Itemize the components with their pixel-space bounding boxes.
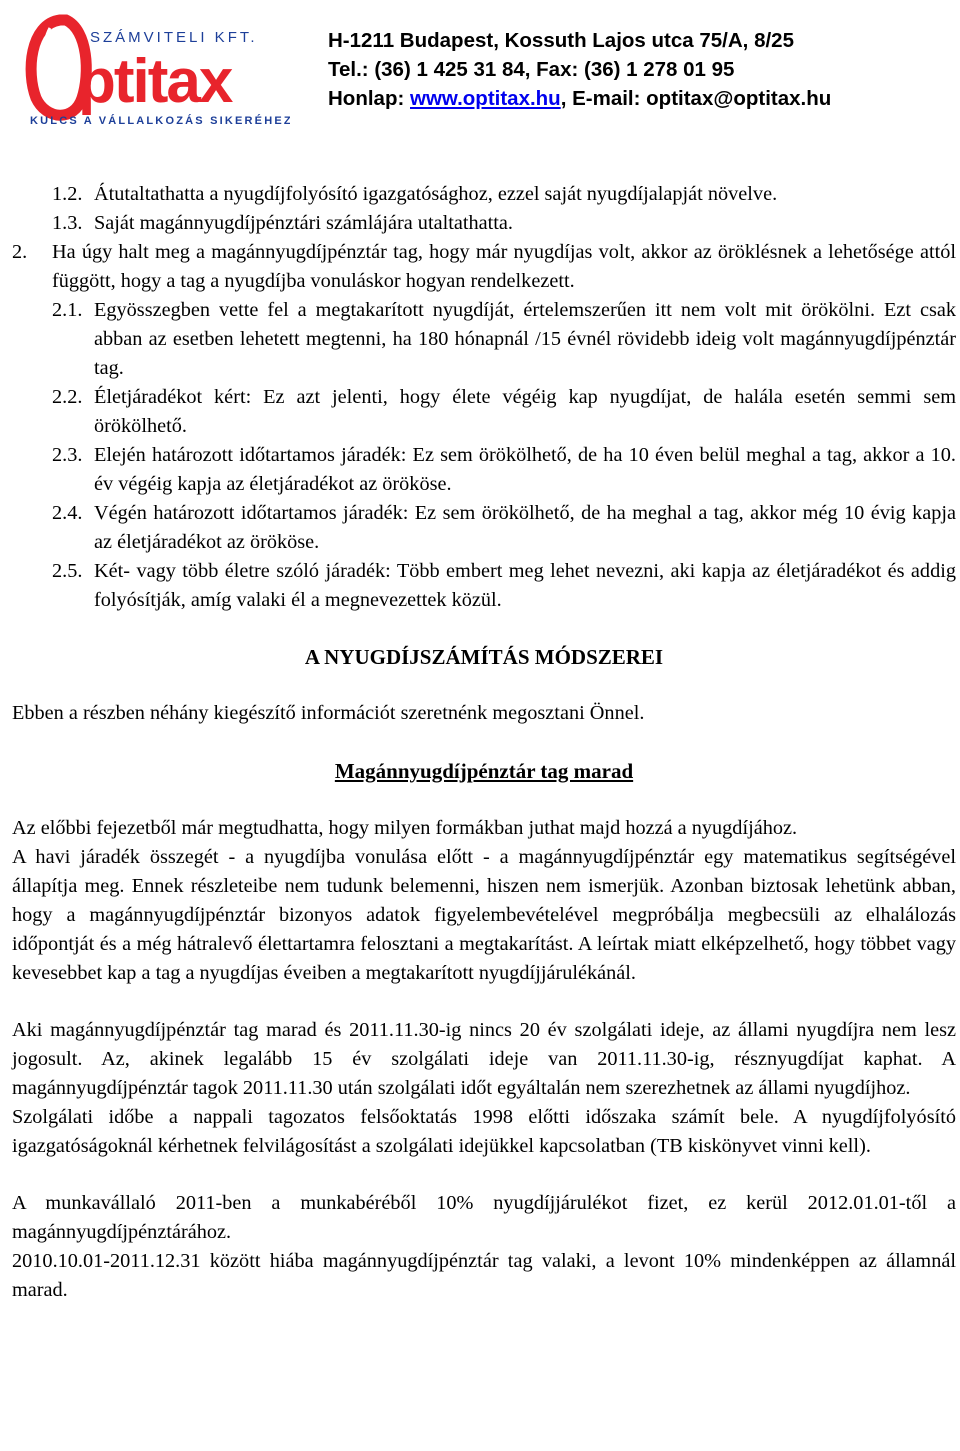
document-body [12,180,956,1305]
list-item: 1.3. Saját magánnyugdíjpénztári számlájára utaltathatta. [52,212,513,234]
contact-block [328,26,831,113]
paragraph: Az előbbi fejezetből már megtudhatta, hogy milyen formákban juthat majd hozzá a nyugdíjához. [12,817,798,839]
section-intro: Ebben a részben néhány kiegészítő információt szeretnénk megosztani Önnel. [12,702,645,724]
paragraph: 2010.10.01-2011.12.31 között hiába magánnyugdíjpénztár tag valaki, a levont 10% mindenképpen az államnál marad. [12,1250,956,1301]
list-item: 2.4. Végén határozott időtartamos járadék: Ez sem örökölhető, de ha meghal a tag, akkor még 10 évig kapja az életjáradékot az örököse. [52,502,956,553]
list-item: 2.5. Két- vagy több életre szóló járadék: Több embert meg lehet nevezni, aki kapja az életjáradékot és addig folyósítják, amíg valaki él a megnevezettek közül. [52,560,956,611]
paragraph: A havi járadék összegét - a nyugdíjba vonulása előtt - a magánnyugdíjpénztár egy matematikus segítségével állapítja meg. Ennek részleteibe nem tudunk belemenni, hiszen nem ismerjük. Azonban biztosak lehetünk abban, hogy a magánnyugdíjpénztár bizonyos adatok figyelembevételével megpróbálja megbecsüli az elhalálozás időpontját és a még hátralevő élettartamra felosztani a megtakarítást. A leírtak miatt elképzelhető, hogy többet vagy kevesebbet kap a tag a nyugdíjas éveiben a megtakarított nyugdíjjárulékánál. [12,846,956,984]
address: H-1211 Budapest, Kossuth Lajos utca 75/A, 8/25 [328,29,794,52]
logo-brand-top: SZÁMVITELI KFT. [90,29,258,46]
logo-tagline: KULCS A VÁLLALKOZÁS SIKERÉHEZ [30,115,290,127]
phone-fax: Tel.: (36) 1 425 31 84, Fax: (36) 1 278 01 95 [328,58,735,81]
section-title: A NYUGDÍJSZÁMÍTÁS MÓDSZEREI [304,645,664,669]
letterhead [0,0,960,140]
list-item: 2.2. Életjáradékot kért: Ez azt jelenti, hogy élete végéig kap nyugdíjat, de halála esetén semmi sem örökölhető. [52,386,956,437]
optitax-logo [20,2,290,132]
list-item: 1.2. Átutaltathatta a nyugdíjfolyósító igazgatósághoz, ezzel saját nyugdíjalapját növelve. [52,183,778,205]
paragraph: A munkavállaló 2011-ben a munkabéréből 10% nyugdíjjárulékot fizet, ez kerül 2012.01.01-től a magánnyugdíjpénztárához. [12,1192,956,1243]
list-item: 2.3. Elején határozott időtartamos járadék: Ez sem örökölhető, de ha 10 éven belül meghal a tag, akkor a 10. év végéig kapja az életjáradékot az örököse. [52,444,956,495]
list-item: 2. Ha úgy halt meg a magánnyugdíjpénztár tag, hogy már nyugdíjas volt, akkor az öröklésnek a lehetősége attól függött, hogy a tag a nyugdíjba vonuláskor hogyan rendelkezett. [12,241,956,292]
logo-brand-main: ptitax [78,47,232,116]
section-subtitle: Magánnyugdíjpénztár tag marad [334,759,634,783]
web-email: Honlap: www.optitax.hu, E-mail: optitax@optitax.hu [328,87,832,110]
list-item: 2.1. Egyösszegben vette fel a megtakarított nyugdíját, értelemszerűen itt nem volt mit örökölni. Ezt csak abban az esetben lehetett megtenni, ha 180 hónapnál /15 évnél rövidebb ideig volt magánnyugdíjpénztár tag. [52,299,956,379]
website-link[interactable]: www.optitax.hu [410,87,561,110]
paragraph: Aki magánnyugdíjpénztár tag marad és 2011.11.30-ig nincs 20 év szolgálati ideje, az állami nyugdíjra nem lesz jogosult. Az, akinek legalább 15 év szolgálati ideje van 2011.11.30-ig, résznyugdíjat kaphat. A magánnyugdíjpénztár tagok 2011.11.30 után szolgálati időt egyáltalán nem szerezhetnek az állami nyugdíjhoz. [12,1019,956,1099]
paragraph: Szolgálati időbe a nappali tagozatos felsőoktatás 1998 előtti időszaka számít bele. A nyugdíjfolyósító igazgatóságoknál kérhetnek felvilágosítást a szolgálati idejükkel kapcsolatban (TB kiskönyvet vinni kell). [12,1106,956,1157]
